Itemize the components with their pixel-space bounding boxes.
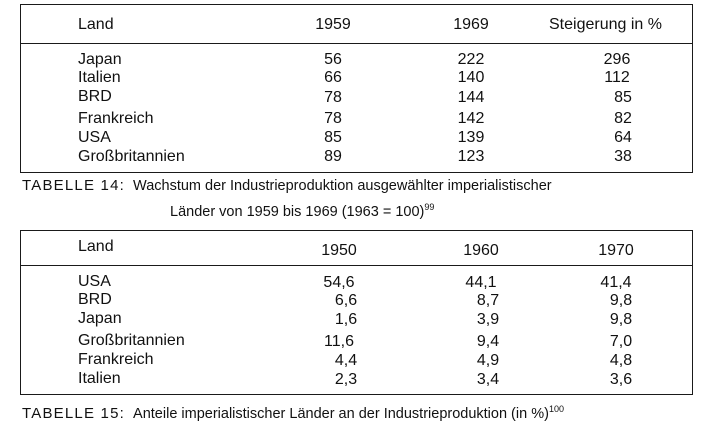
- table-cell: 89: [324, 148, 342, 165]
- table-cell: 85: [614, 89, 632, 106]
- caption-14-text: Wachstum der Industrieproduktion ausgewählter imperialistischer: [133, 178, 552, 194]
- caption-15: [22, 399, 564, 424]
- table-cell: 296: [603, 51, 631, 68]
- table-cell: 1,6: [334, 311, 358, 328]
- table-cell: 41,4: [600, 274, 632, 291]
- caption-14-line2: [170, 197, 434, 222]
- table-cell: 38: [614, 148, 632, 165]
- footnote-100: 100: [548, 404, 564, 414]
- table-row-land: BRD: [78, 291, 112, 308]
- table-cell: 85: [324, 129, 342, 146]
- table-cell: 4,8: [609, 352, 633, 369]
- table-cell: 7,0: [609, 333, 633, 350]
- table-cell: 3,4: [476, 371, 500, 388]
- table-14: [20, 4, 693, 173]
- header-rule: [21, 265, 692, 266]
- header-1959: 1959: [315, 16, 351, 33]
- table-row-land: BRD: [78, 88, 112, 105]
- table-cell: 3,9: [476, 311, 500, 328]
- table-cell: 4,4: [334, 352, 358, 369]
- table-row-land: Frankreich: [78, 351, 154, 368]
- caption-15-label: TABELLE 15:: [22, 405, 125, 422]
- table-cell: 66: [324, 69, 342, 86]
- table-cell: 140: [457, 69, 485, 86]
- table-cell: 2,3: [334, 371, 358, 388]
- table-cell: 8,7: [476, 292, 500, 309]
- table-cell: 64: [614, 129, 632, 146]
- table-row-land: Japan: [78, 51, 122, 68]
- table-cell: 222: [457, 51, 485, 68]
- table-row-land: USA: [78, 273, 111, 290]
- caption-15-text: Anteile imperialistischer Länder an der Industrieproduktion (in %): [133, 406, 549, 422]
- table-cell: 44,1: [465, 274, 497, 291]
- table-row-land: Großbritannien: [78, 148, 185, 165]
- header-land: Land: [78, 238, 114, 255]
- table-cell: 142: [457, 110, 485, 127]
- table-cell: 144: [457, 89, 485, 106]
- table-cell: 56: [324, 51, 342, 68]
- table-cell: 78: [324, 89, 342, 106]
- table-cell: 82: [614, 110, 632, 127]
- table-cell: 11,6: [324, 333, 354, 350]
- table-cell: 78: [324, 110, 342, 127]
- table-cell: 9,8: [609, 311, 633, 328]
- caption-14-line1: [22, 176, 552, 196]
- table-cell: 4,9: [476, 352, 500, 369]
- table-cell: 9,8: [609, 292, 633, 309]
- table-cell: 139: [457, 129, 485, 146]
- header-steigerung: Steigerung in %: [549, 16, 662, 33]
- table-cell: 123: [457, 148, 485, 165]
- table-cell: 3,6: [609, 371, 633, 388]
- table-cell: 112: [604, 69, 630, 86]
- header-land: Land: [78, 16, 114, 33]
- caption-14-text-2: Länder von 1959 bis 1969 (1963 = 100): [170, 204, 425, 220]
- table-row-land: USA: [78, 129, 111, 146]
- footnote-99: 99: [424, 202, 435, 212]
- table-row-land: Italien: [78, 370, 121, 387]
- table-cell: 54,6: [323, 274, 355, 291]
- header-1969: 1969: [453, 16, 489, 33]
- table-cell: 6,6: [334, 292, 358, 309]
- header-1950: 1950: [321, 242, 357, 259]
- table-row-land: Großbritannien: [78, 332, 185, 349]
- table-row-land: Italien: [78, 69, 121, 86]
- table-15: [20, 230, 693, 395]
- table-cell: 9,4: [476, 333, 500, 350]
- header-rule: [21, 43, 692, 44]
- caption-14-label: TABELLE 14:: [22, 177, 125, 194]
- table-row-land: Frankreich: [78, 110, 154, 127]
- table-row-land: Japan: [78, 310, 122, 327]
- header-1960: 1960: [463, 242, 499, 259]
- header-1970: 1970: [598, 242, 634, 259]
